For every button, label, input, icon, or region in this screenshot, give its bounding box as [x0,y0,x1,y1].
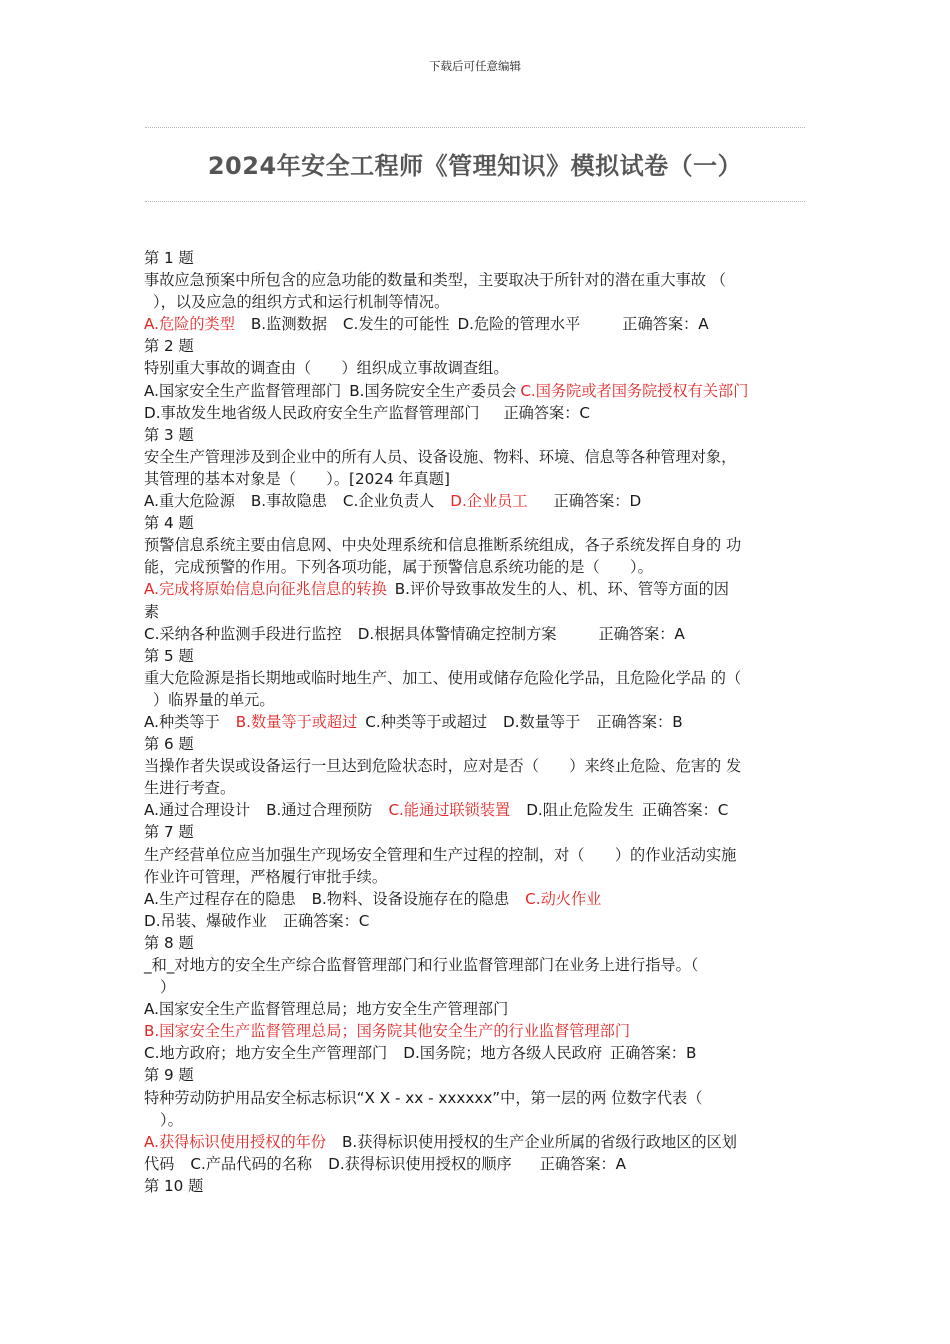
option: A.国家安全生产监督管理部门 [144,381,342,400]
option: D.吊装、爆破作业 [144,911,267,930]
answer-text: 正确答案：C [282,911,370,930]
option: 代码 [144,1154,175,1173]
question-stem: 特种劳动防护用品安全标志标识“X X - xx - xxxxxx”中，第一层的两 位数字代表（ [144,1088,703,1107]
correct-option: D.企业员工 [450,492,528,511]
bottom-divider [145,201,805,202]
question-heading: 第 8 题 [144,933,194,952]
question-heading: 第 10 题 [144,1176,204,1195]
option: 素 [144,602,160,621]
option: B.物料、设备设施存在的隐患 [311,889,510,908]
option: C.产品代码的名称 [190,1154,313,1173]
question-heading: 第 9 题 [144,1066,194,1085]
correct-option: A.获得标识使用授权的年份 [144,1132,327,1151]
answer-text: 正确答案：A [539,1154,627,1173]
question-stem-text: ），以及应急的组织方式和运行机制等情况。 [153,293,450,312]
options-row [144,601,808,623]
question-heading: 第 5 题 [144,646,194,665]
option: D.数量等于 [503,712,581,731]
question-stem: 预警信息系统主要由信息网、中央处理系统和信息推断系统组成，各子系统发挥自身的 功 [144,536,742,555]
options-row [144,623,808,645]
question-heading: 第 6 题 [144,735,194,754]
options-row [144,1153,808,1175]
question-stem: 安全生产管理涉及到企业中的所有人员、设备设施、物料、环境、信息等各种管理对象， [144,447,737,466]
answer-text: 正确答案：B [610,1044,697,1063]
page-title: 2024年安全工程师《管理知识》模拟试卷（一） [207,152,743,180]
option: D.国务院；地方各级人民政府 [403,1044,603,1063]
option: A.通过合理设计 [144,801,251,820]
question-stem-text: ）。 [160,1110,183,1129]
option: A.国家安全生产监督管理总局；地方安全生产管理部门 [144,1000,509,1019]
option: D.阻止危险发生 [526,801,634,820]
option: C.企业负责人 [342,492,435,511]
option: B.事故隐患 [250,492,327,511]
correct-option: C.动火作业 [525,889,602,908]
question-list [144,247,808,1197]
question-heading: 第 2 题 [144,337,194,356]
options-row [144,910,808,932]
options-row [144,313,808,335]
question-stem: 作业许可管理，严格履行审批手续。 [144,867,387,886]
option: A.生产过程存在的隐患 [144,889,296,908]
question-stem: 特别重大事故的调查由（ ）组织成立事故调查组。 [144,359,509,378]
options-row [144,1020,808,1042]
option: A.种类等于 [144,712,220,731]
question-heading: 第 7 题 [144,823,194,842]
top-divider [145,127,805,128]
question-stem-text: ）临界量的单元。 [153,690,275,709]
question-heading: 第 3 题 [144,425,194,444]
option: D.获得标识使用授权的顺序 [328,1154,512,1173]
option: D.危险的管理水平 [457,315,581,334]
correct-option: A.危险的类型 [144,315,235,334]
answer-text: 正确答案：A [598,624,685,643]
question-stem-text: ） [160,978,176,997]
question-heading: 第 4 题 [144,514,194,533]
question-stem [144,1109,808,1131]
question-stem: 当操作者失误或设备运行一旦达到危险状态时，应对是否（ ）来终止危险、危害的 发 [144,757,742,776]
options-row [144,578,808,600]
option: C.采纳各种监测手段进行监控 [144,624,342,643]
question-heading: 第 1 题 [144,249,194,267]
question-stem [144,976,808,998]
options-row [144,1042,808,1064]
options-row [144,380,808,402]
correct-option: C.能通过联锁装置 [388,801,511,820]
option: D.根据具体警情确定控制方案 [357,624,557,643]
options-row [144,998,808,1020]
option: A.重大危险源 [144,492,235,511]
correct-option: A.完成将原始信息向征兆信息的转换 [144,580,387,599]
question-stem: 事故应急预案中所包含的应急功能的数量和类型，主要取决于所针对的潜在重大事故 （ [144,271,726,290]
options-row [144,711,808,733]
answer-text: 正确答案：A [622,315,709,334]
options-row [144,402,808,424]
options-row [144,1131,808,1153]
options-row [144,799,808,821]
option: B.通过合理预防 [266,801,373,820]
question-stem: 重大危险源是指长期地或临时地生产、加工、使用或储存危险化学品，且危险化学品 的（ [144,668,742,687]
options-row [144,490,808,512]
question-stem [144,291,808,313]
question-stem: _和_对地方的安全生产综合监督管理部门和行业监督管理部门在业务上进行指导。（ [144,956,699,974]
question-stem: 生进行考查。 [144,779,236,798]
option: B.国务院安全生产委员会 [349,381,517,400]
answer-text: 正确答案：D [553,492,642,511]
answer-text: 正确答案：C [641,801,729,820]
options-row [144,888,808,910]
header-note: 下载后可任意编辑 [429,59,521,73]
correct-option: B.国家安全生产监督管理总局；国务院其他安全生产的行业监督管理部门 [144,1022,631,1041]
question-stem [144,689,808,711]
option: C.地方政府；地方安全生产管理部门 [144,1044,388,1063]
answer-text: 正确答案：C [503,403,591,422]
option: B.监测数据 [250,315,327,334]
option: B.获得标识使用授权的生产企业所属的省级行政地区的区划 [342,1132,737,1151]
answer-text: 正确答案：B [596,712,683,731]
option: B.评价导致事故发生的人、机、环、管等方面的因 [394,580,729,599]
correct-option: B.数量等于或超过 [235,712,358,731]
option: C.种类等于或超过 [365,712,488,731]
question-stem: 生产经营单位应当加强生产现场安全管理和生产过程的控制，对（ ）的作业活动实施 [144,845,737,864]
option: C.发生的可能性 [342,315,450,334]
option: D.事故发生地省级人民政府安全生产监督管理部门 [144,403,480,422]
question-stem: 能，完成预警的作用。下列各项功能，属于预警信息系统功能的是（ ）。 [144,558,653,577]
question-stem: 其管理的基本对象是（ ）。[2024 年真题] [144,469,450,488]
correct-option: C.国务院或者国务院授权有关部门 [520,381,749,400]
